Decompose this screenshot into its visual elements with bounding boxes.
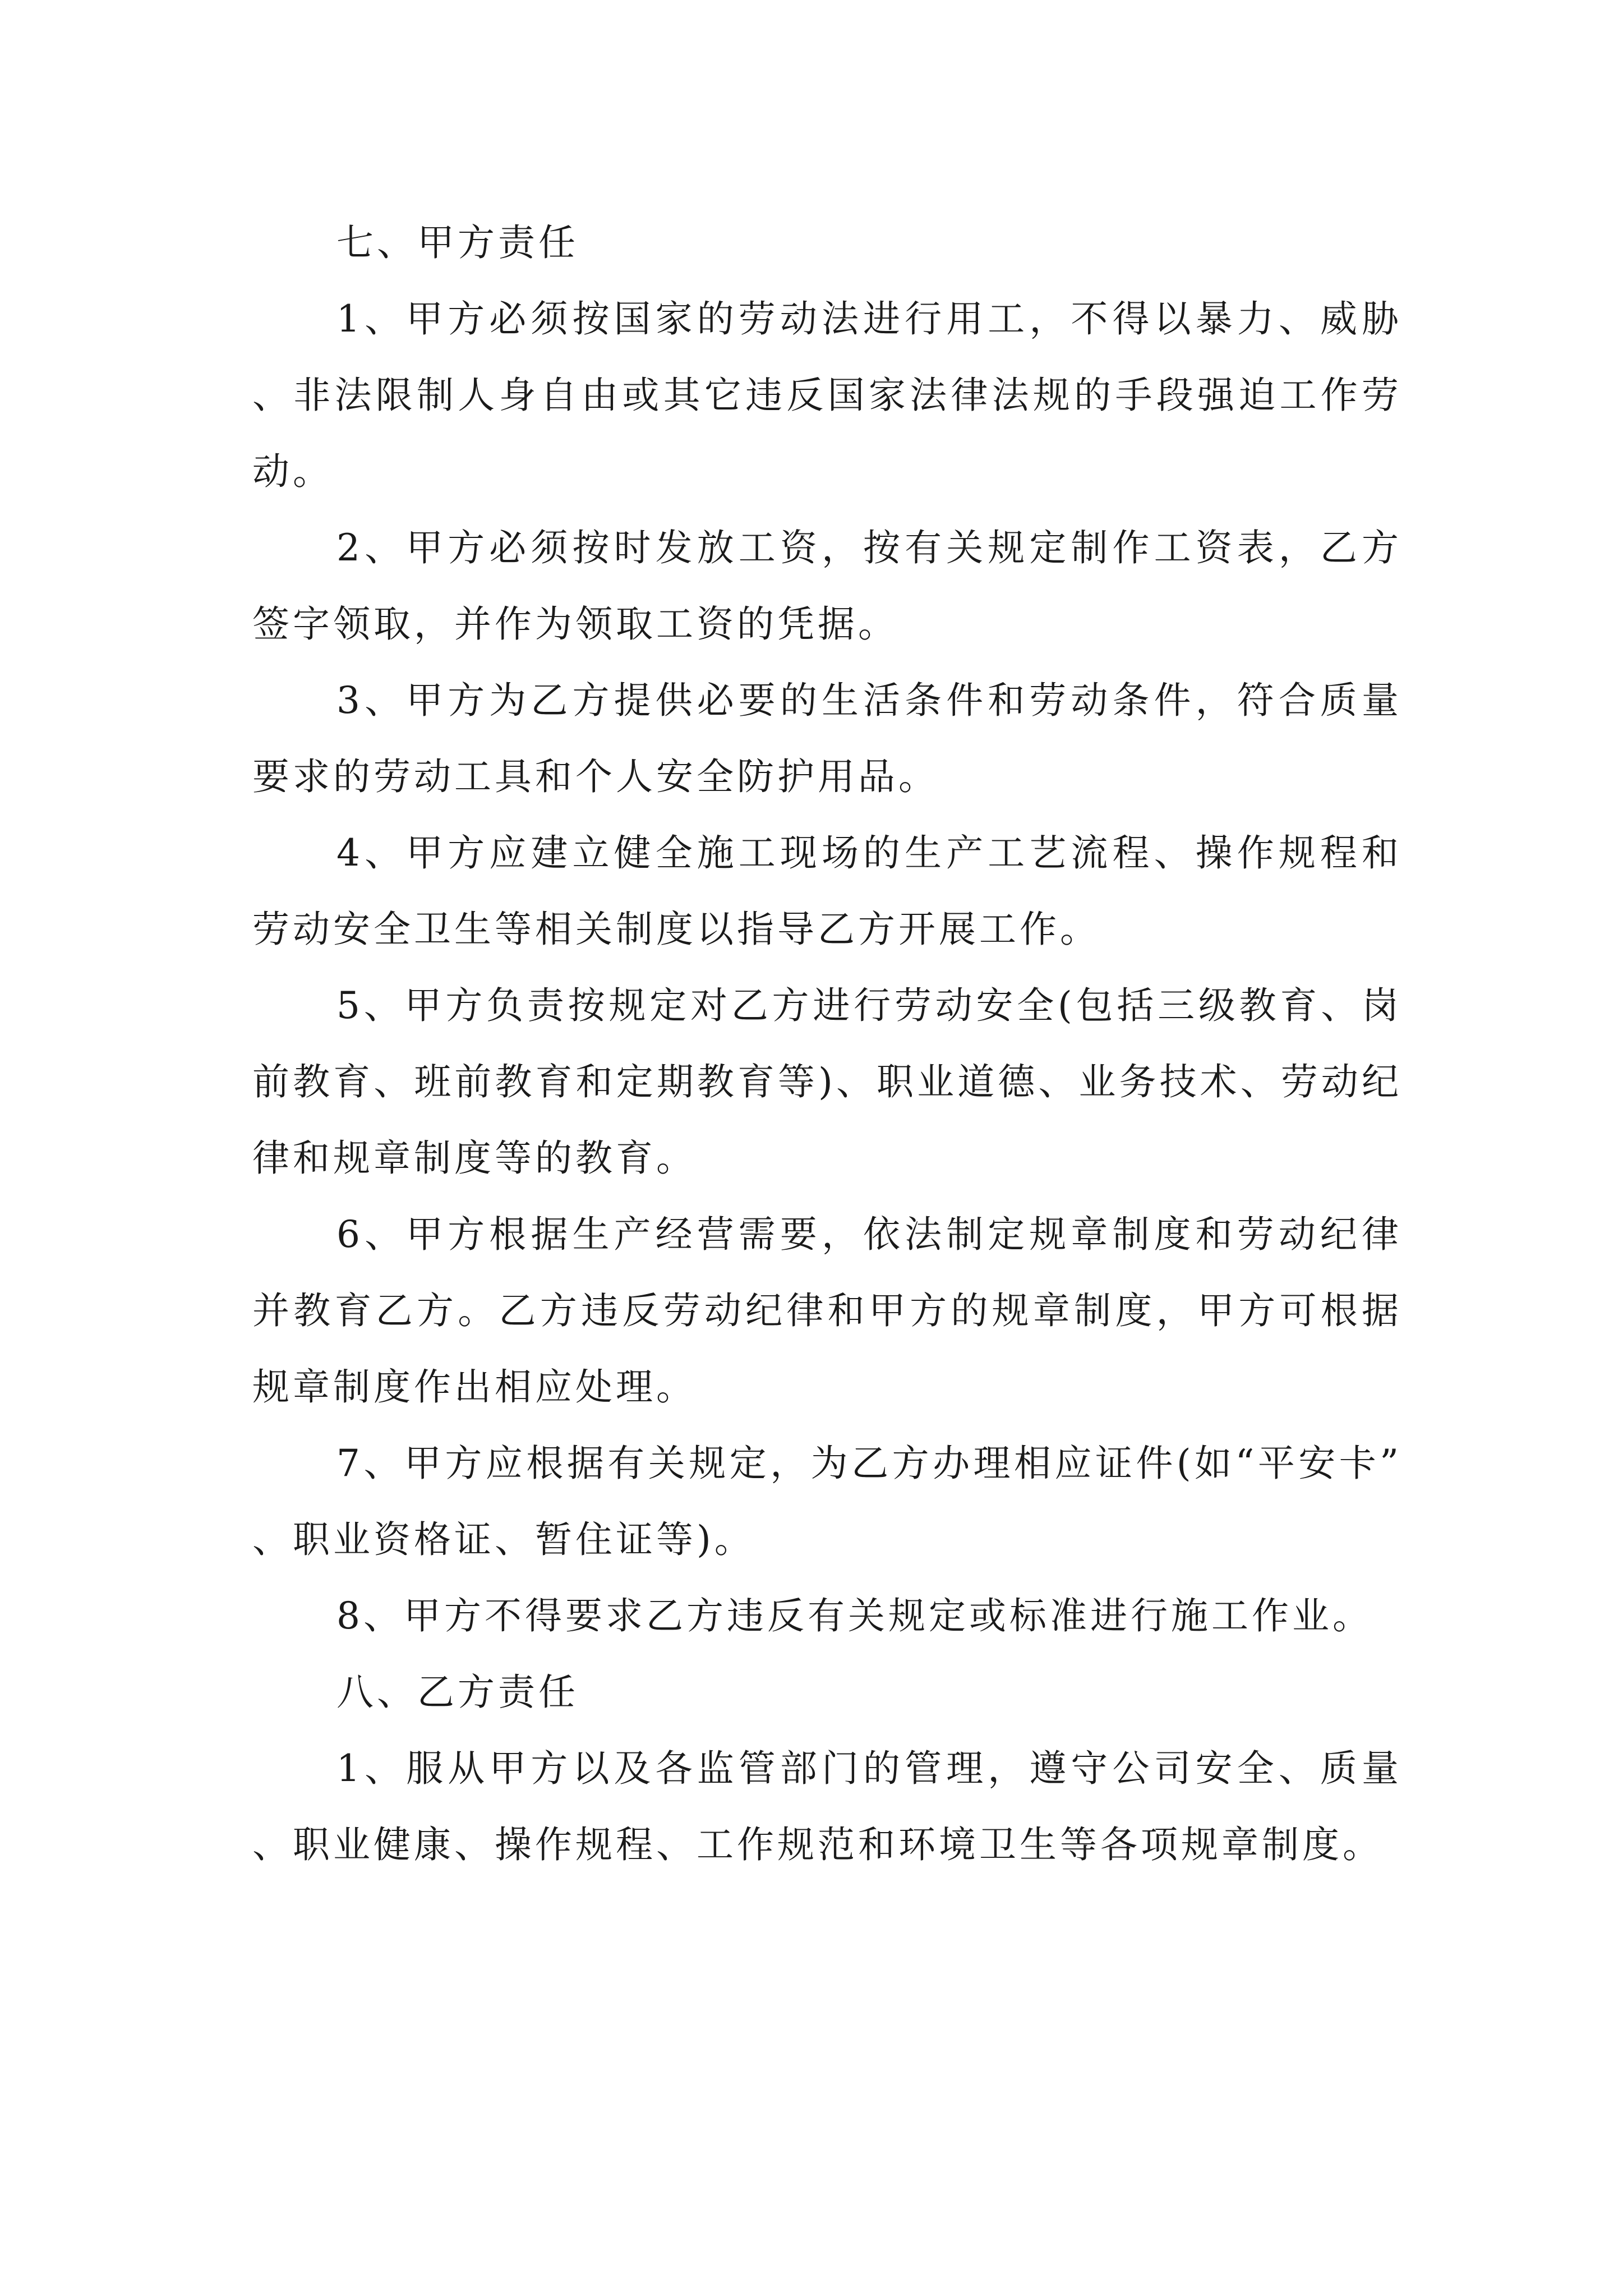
section-7-item-1: 1、甲方必须按国家的劳动法进行用工，不得以暴力、威胁、非法限制人身自由或其它违反国家法律法规的手段强迫工作劳动。 <box>252 297 1402 493</box>
section-7-item-8: 8、甲方不得要求乙方违反有关规定或标准进行施工作业。 <box>336 1594 1373 1637</box>
document-body <box>252 205 1402 1883</box>
section-7-item-7: 7、甲方应根据有关规定，为乙方办理相应证件(如“平安卡”、职业资格证、暂住证等)。 <box>252 1442 1402 1561</box>
section-7-item-5: 5、甲方负责按规定对乙方进行劳动安全(包括三级教育、岗前教育、班前教育和定期教育等)、职业道德、业务技术、劳动纪律和规章制度等的教育。 <box>252 984 1402 1180</box>
section-7-item-6: 6、甲方根据生产经营需要，依法制定规章制度和劳动纪律并教育乙方。乙方违反劳动纪律和甲方的规章制度，甲方可根据规章制度作出相应处理。 <box>252 1213 1402 1409</box>
section-heading-7: 七、甲方责任 <box>336 221 579 264</box>
section-7-item-2: 2、甲方必须按时发放工资，按有关规定制作工资表，乙方签字领取，并作为领取工资的凭据。 <box>252 526 1402 646</box>
section-7-item-3: 3、甲方为乙方提供必要的生活条件和劳动条件，符合质量要求的劳动工具和个人安全防护用品。 <box>252 679 1402 798</box>
section-heading-8: 八、乙方责任 <box>336 1671 579 1714</box>
section-8-item-1: 1、服从甲方以及各监管部门的管理，遵守公司安全、质量、职业健康、操作规程、工作规范和环境卫生等各项规章制度。 <box>252 1747 1402 1866</box>
section-7-item-4: 4、甲方应建立健全施工现场的生产工艺流程、操作规程和劳动安全卫生等相关制度以指导乙方开展工作。 <box>252 831 1402 951</box>
